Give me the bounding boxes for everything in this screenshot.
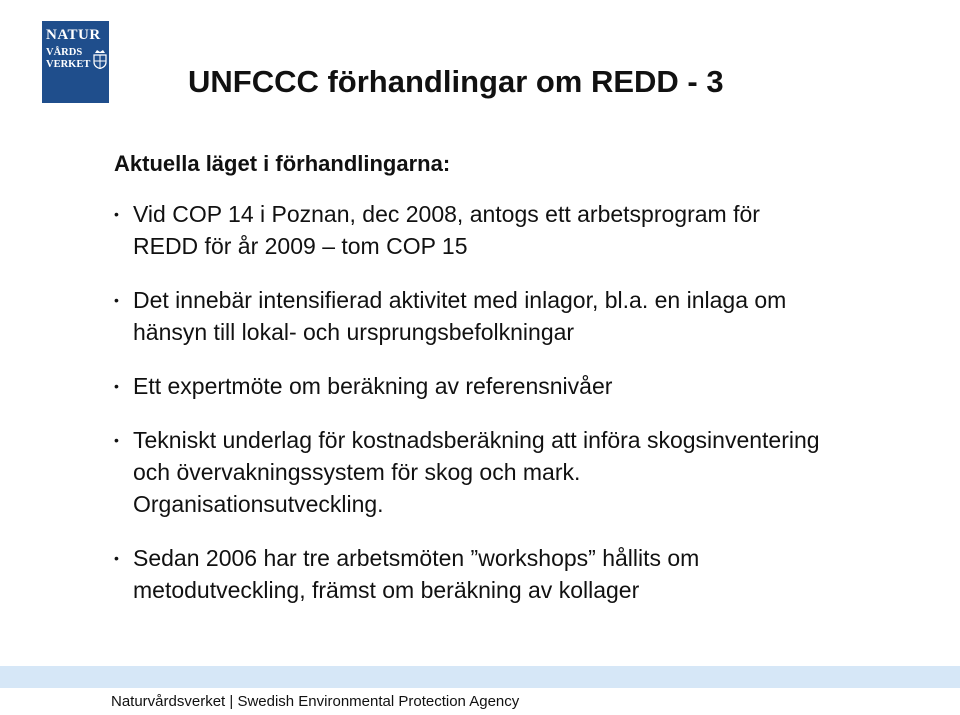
bullet-icon: • (114, 206, 119, 222)
bullet-list (110, 198, 830, 628)
bullet-item (110, 542, 830, 606)
footer-text: Naturvårdsverket | Swedish Environmental Protection Agency (111, 693, 520, 710)
bullet-item (110, 370, 830, 402)
bullet-item (110, 198, 830, 262)
footer-divider-band (0, 666, 960, 688)
bullet-item (110, 284, 830, 348)
logo-text-verket: VERKET (46, 59, 91, 70)
bullet-item (110, 424, 830, 520)
naturvardsverket-logo (42, 21, 109, 103)
slide-title: UNFCCC förhandlingar om REDD - 3 (188, 64, 724, 99)
bullet-text: Sedan 2006 har tre arbetsmöten ”workshops” hållits om metodutveckling, främst om beräkning av kollager (133, 545, 700, 603)
logo-text-natur: NATUR (46, 27, 101, 43)
crown-crest-icon (93, 49, 107, 69)
bullet-icon: • (114, 550, 119, 566)
bullet-text: Det innebär intensifierad aktivitet med inlagor, bl.a. en inlaga om hänsyn till lokal- och ursprungsbefolkningar (133, 287, 787, 345)
logo-text-vards: VÅRDS (46, 47, 83, 58)
bullet-text: Vid COP 14 i Poznan, dec 2008, antogs ett arbetsprogram för REDD för år 2009 – tom COP 15 (133, 201, 760, 259)
bullet-text: Ett expertmöte om beräkning av referensnivåer (133, 373, 613, 399)
bullet-icon: • (114, 432, 119, 448)
bullet-icon: • (114, 292, 119, 308)
logo-text-group (46, 47, 90, 71)
bullet-text: Tekniskt underlag för kostnadsberäkning att införa skogsinventering och övervakningssystem för skog och mark. Organisationsutveckling. (133, 427, 820, 517)
slide-subtitle: Aktuella läget i förhandlingarna: (114, 151, 451, 176)
bullet-icon: • (114, 378, 119, 394)
logo-row (46, 47, 107, 71)
